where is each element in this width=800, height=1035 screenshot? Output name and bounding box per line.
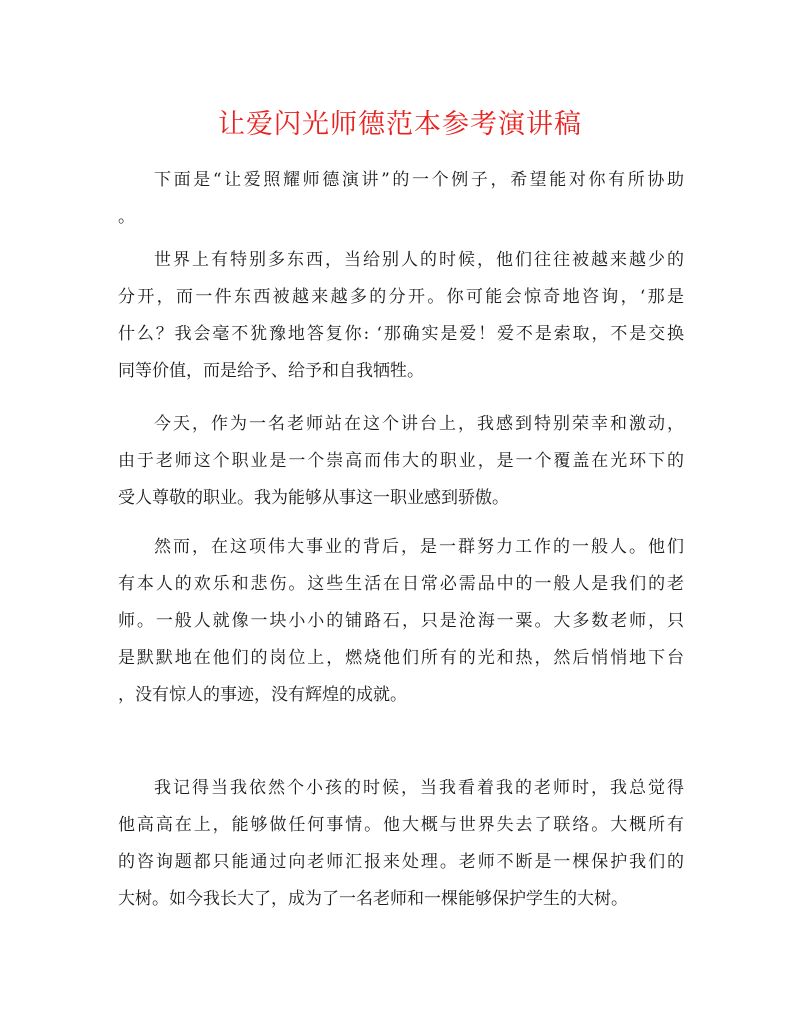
paragraph-line: 师。一般人就像一块小小的铺路石，只是沧海一粟。大多数老师，只 (118, 611, 684, 631)
paragraph-line: 。 (118, 207, 135, 227)
paragraph-5 (118, 770, 684, 918)
paragraph-line: ，没有惊人的事迹，没有辉煌的成就。 (118, 685, 407, 705)
paragraph-line: 同等价值，而是给予、给予和自我牺牲。 (118, 361, 424, 381)
paragraph-3 (118, 406, 684, 517)
paragraph-line: 什么？我会毫不犹豫地答复你: ‘那确实是爱！爱不是索取，不是交换 (118, 324, 684, 344)
paragraph-line: 由于老师这个职业是一个崇高而伟大的职业，是一个覆盖在光环下的 (118, 451, 684, 471)
paragraph-2 (118, 242, 684, 390)
paragraph-line: 的咨询题都只能通过向老师汇报来处理。老师不断是一棵保护我们的 (118, 852, 684, 872)
paragraph-4 (118, 529, 684, 714)
paragraph-line: 有本人的欢乐和悲伤。这些生活在日常必需品中的一般人是我们的老 (118, 574, 684, 594)
paragraph-line: 分开，而一件东西被越来越多的分开。你可能会惊奇地咨询，‘那是 (118, 287, 684, 307)
paragraph-line: 是默默地在他们的岗位上，燃烧他们所有的光和热，然后悄悄地下台 (118, 648, 684, 668)
paragraph-line: 然而，在这项伟大事业的背后，是一群努力工作的一般人。他们 (154, 537, 684, 557)
paragraph-1 (118, 162, 684, 236)
paragraph-line: 我记得当我依然个小孩的时候，当我看着我的老师时，我总觉得 (154, 778, 684, 798)
document-title: 让爱闪光师德范本参考演讲稿 (218, 109, 582, 140)
paragraph-line: 受人尊敬的职业。我为能够从事这一职业感到骄傲。 (118, 488, 509, 508)
paragraph-line: 大树。如今我长大了，成为了一名老师和一棵能够保护学生的大树。 (118, 889, 628, 909)
paragraph-line: 今天，作为一名老师站在这个讲台上，我感到特别荣幸和激动， (154, 414, 684, 434)
paragraph-line: 他高高在上，能够做任何事情。他大概与世界失去了联络。大概所有 (118, 815, 684, 835)
paragraph-line: 下面是“让爱照耀师德演讲”的一个例子，希望能对你有所协助 (154, 170, 684, 190)
paragraph-line: 世界上有特别多东西，当给别人的时候，他们往往被越来越少的 (154, 250, 684, 270)
